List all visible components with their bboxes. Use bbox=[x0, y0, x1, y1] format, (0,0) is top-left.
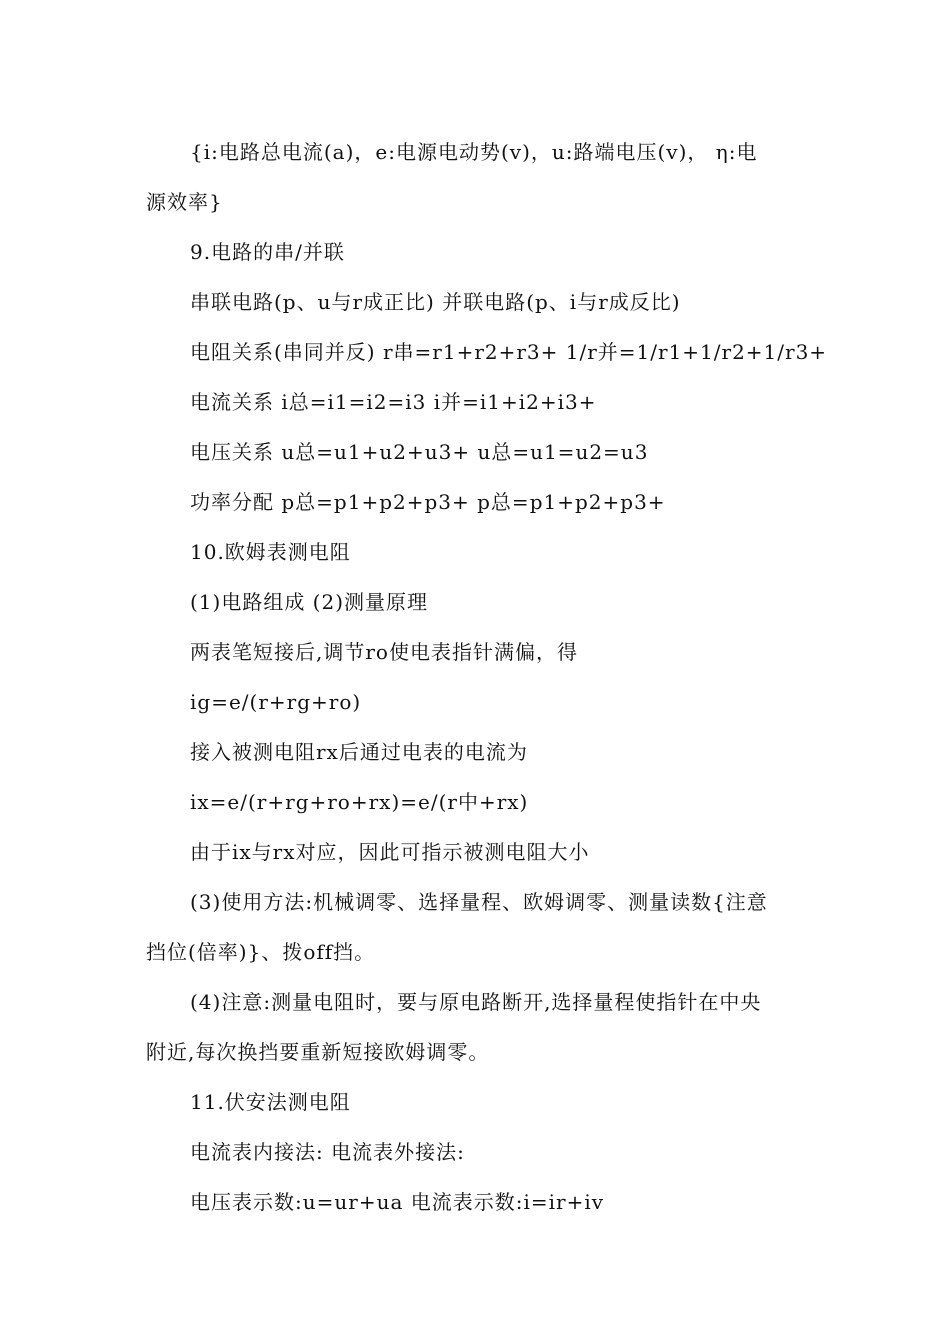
text-line-notes-cont: 附近,每次换挡要重新短接欧姆调零。 bbox=[146, 1040, 490, 1064]
text-line-usage-cont: 挡位(倍率)}、拨off挡。 bbox=[146, 940, 376, 964]
text-line-series-parallel: 串联电路(p、u与r成正比) 并联电路(p、i与r成反比) bbox=[190, 290, 681, 314]
text-line-meter-readings: 电压表示数:u=ur+ua 电流表示数:i=ir+iv bbox=[190, 1190, 605, 1214]
text-line-power: 功率分配 p总=p1+p2+p3+ p总=p1+p2+p3+ bbox=[190, 490, 666, 514]
text-line-resistance: 电阻关系(串同并反) r串=r1+r2+r3+ 1/r并=1/r1+1/r2+1/r3+ bbox=[190, 340, 828, 364]
formula-ig: ig=e/(r+rg+ro) bbox=[190, 690, 362, 714]
text-line-notes: (4)注意:测量电阻时，要与原电路断开,选择量程使指针在中央 bbox=[190, 990, 762, 1014]
text-line-short-probes: 两表笔短接后,调节ro使电表指针满偏，得 bbox=[190, 640, 578, 664]
text-line-usage: (3)使用方法:机械调零、选择量程、欧姆调零、测量读数{注意 bbox=[190, 890, 768, 914]
text-line-rx-current: 接入被测电阻rx后通过电表的电流为 bbox=[190, 740, 528, 764]
text-line-current: 电流关系 i总=i1=i2=i3 i并=i1+i2+i3+ bbox=[190, 390, 597, 414]
section-heading-9: 9.电路的串/并联 bbox=[190, 240, 345, 264]
text-line-ammeter-connection: 电流表内接法: 电流表外接法: bbox=[190, 1140, 465, 1164]
text-line-eq-legend-cont: 源效率} bbox=[146, 190, 223, 214]
text-line-ix-rx: 由于ix与rx对应，因此可指示被测电阻大小 bbox=[190, 840, 590, 864]
section-heading-10: 10.欧姆表测电阻 bbox=[190, 540, 351, 564]
formula-ix: ix=e/(r+rg+ro+rx)=e/(r中+rx) bbox=[190, 790, 529, 814]
section-heading-11: 11.伏安法测电阻 bbox=[190, 1090, 351, 1114]
text-line-eq-legend: {i:电路总电流(a)，e:电源电动势(v)，u:路端电压(v)， η:电 bbox=[190, 140, 758, 164]
text-line-voltage: 电压关系 u总=u1+u2+u3+ u总=u1=u2=u3 bbox=[190, 440, 649, 464]
text-line-ohmmeter-parts: (1)电路组成 (2)测量原理 bbox=[190, 590, 429, 614]
